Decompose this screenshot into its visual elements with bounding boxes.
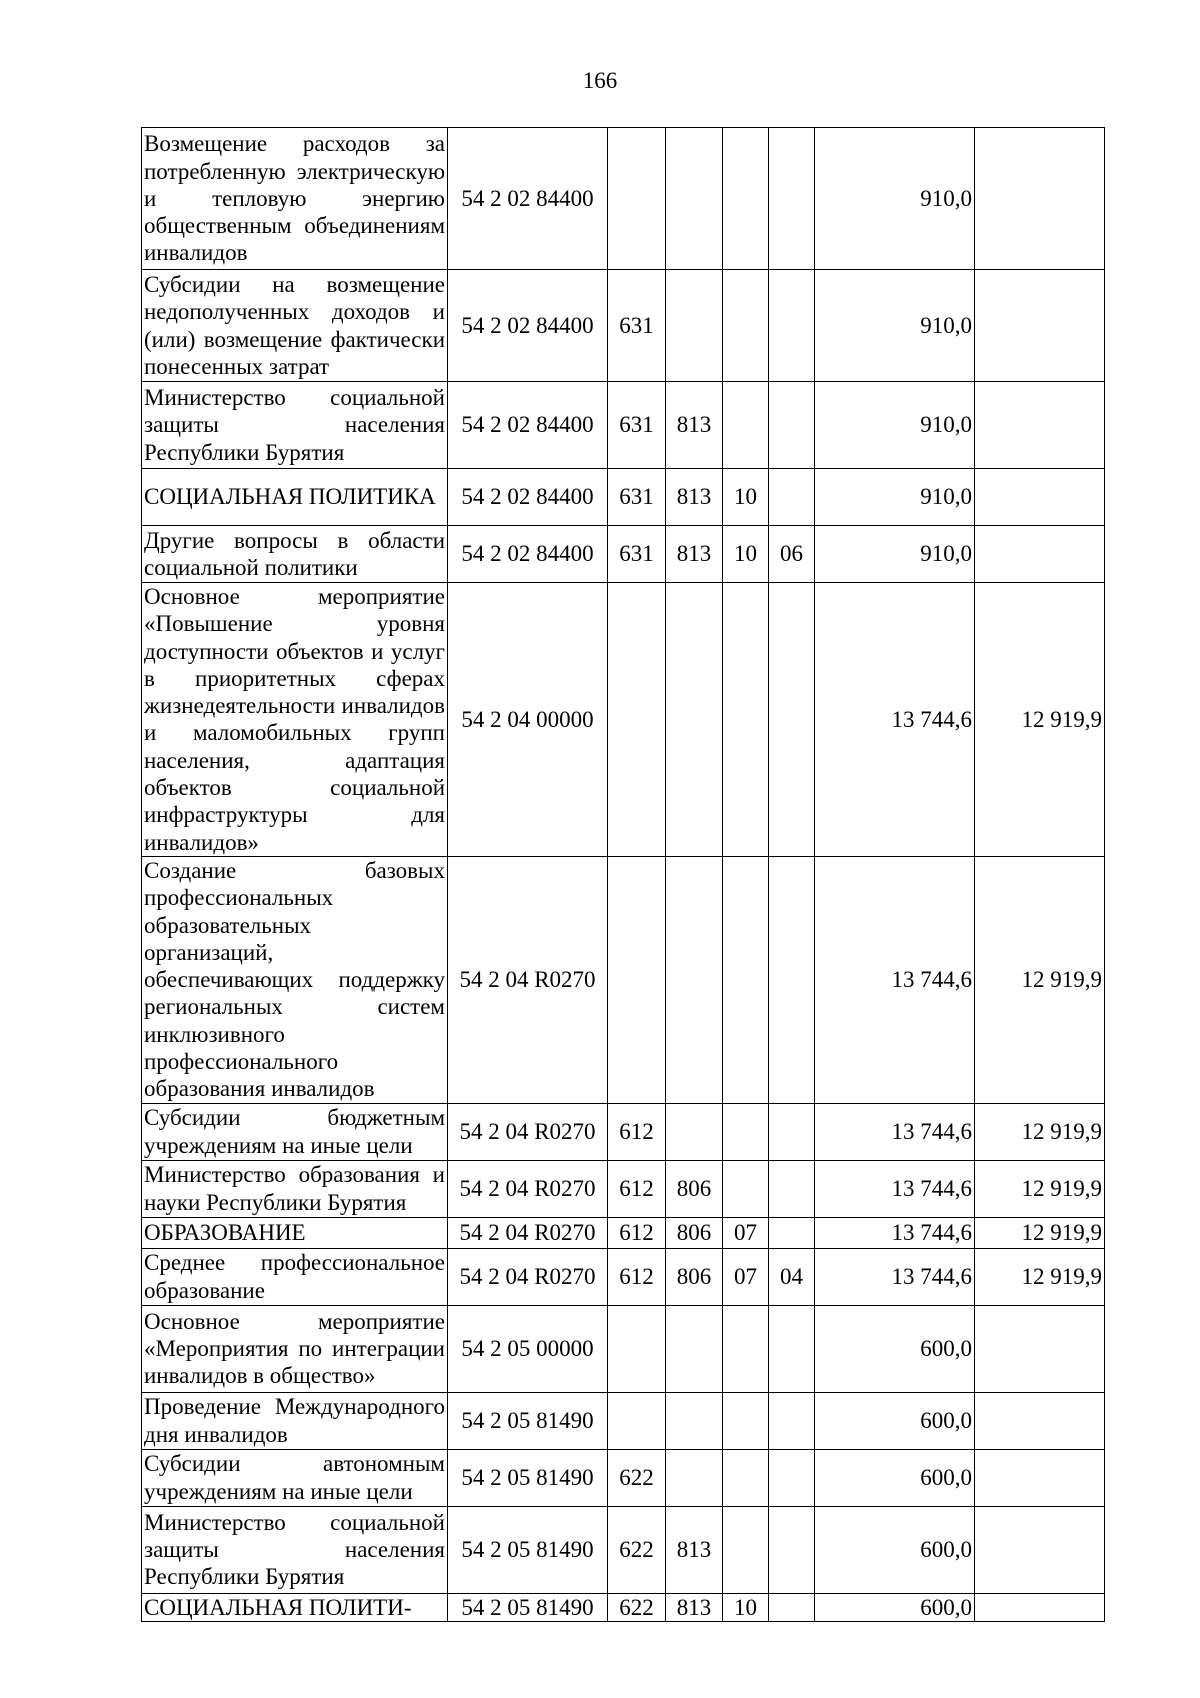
ministry-code-cell (666, 583, 723, 857)
amount-year-1-cell: 910,0 (815, 128, 975, 270)
table-row (142, 382, 1105, 469)
subsection-cell (769, 1160, 815, 1217)
amount-year-2-cell (975, 128, 1105, 270)
subsection-cell (769, 382, 815, 469)
ministry-code-cell: 806 (666, 1248, 723, 1305)
amount-year-2-cell: 12 919,9 (975, 583, 1105, 857)
row-name-cell: Министерство социальной защиты населения Республики Бурятия (142, 1506, 448, 1593)
amount-year-1-cell: 13 744,6 (815, 856, 975, 1103)
amount-year-1-cell: 600,0 (815, 1449, 975, 1506)
subsection-cell: 04 (769, 1248, 815, 1305)
amount-year-1-cell: 13 744,6 (815, 1217, 975, 1248)
amount-year-2-cell: 12 919,9 (975, 1103, 1105, 1160)
section-cell: 07 (723, 1217, 769, 1248)
row-name-cell: Министерство образования и науки Республики Бурятия (142, 1160, 448, 1217)
row-name-cell: Проведение Международного дня инвалидов (142, 1392, 448, 1449)
table-row (142, 1103, 1105, 1160)
row-name-cell: ОБРАЗОВАНИЕ (142, 1217, 448, 1248)
section-cell (723, 1506, 769, 1593)
table-row (142, 1449, 1105, 1506)
target-code-cell: 54 2 02 84400 (448, 270, 608, 382)
subsection-cell (769, 1449, 815, 1506)
section-cell (723, 1160, 769, 1217)
ministry-code-cell (666, 1392, 723, 1449)
amount-year-1-cell: 13 744,6 (815, 1248, 975, 1305)
amount-year-2-cell: 12 919,9 (975, 1160, 1105, 1217)
table-row (142, 1392, 1105, 1449)
amount-year-2-cell: 12 919,9 (975, 856, 1105, 1103)
section-cell: 10 (723, 1593, 769, 1621)
subsection-cell (769, 583, 815, 857)
amount-year-2-cell (975, 469, 1105, 526)
amount-year-2-cell (975, 526, 1105, 583)
amount-year-2-cell (975, 1392, 1105, 1449)
ministry-code-cell: 806 (666, 1217, 723, 1248)
subsection-cell (769, 1103, 815, 1160)
amount-year-2-cell: 12 919,9 (975, 1217, 1105, 1248)
row-name-cell: Создание базовых профессиональных образовательных организаций, обеспечивающих поддержку региональных систем инклюзивного профессионального образования инвалидов (142, 856, 448, 1103)
expense-type-cell (608, 583, 666, 857)
expense-type-cell (608, 1305, 666, 1392)
ministry-code-cell: 806 (666, 1160, 723, 1217)
target-code-cell: 54 2 02 84400 (448, 382, 608, 469)
section-cell (723, 382, 769, 469)
section-cell (723, 856, 769, 1103)
expense-type-cell: 622 (608, 1506, 666, 1593)
amount-year-1-cell: 910,0 (815, 270, 975, 382)
row-name-cell: Основное мероприятие «Повышение уровня доступности объектов и услуг в приоритетных сферах жизнедеятельности инвалидов и маломобильных групп населения, адаптация объектов социальной инфраструктуры для инвалидов» (142, 583, 448, 857)
table-row (142, 526, 1105, 583)
section-cell: 07 (723, 1248, 769, 1305)
target-code-cell: 54 2 04 00000 (448, 583, 608, 857)
amount-year-2-cell (975, 270, 1105, 382)
expense-type-cell: 612 (608, 1217, 666, 1248)
amount-year-1-cell: 910,0 (815, 526, 975, 583)
target-code-cell: 54 2 04 R0270 (448, 856, 608, 1103)
ministry-code-cell: 813 (666, 1593, 723, 1621)
section-cell (723, 1392, 769, 1449)
amount-year-2-cell (975, 1449, 1105, 1506)
ministry-code-cell: 813 (666, 469, 723, 526)
ministry-code-cell: 813 (666, 382, 723, 469)
expense-type-cell: 622 (608, 1593, 666, 1621)
expense-type-cell (608, 856, 666, 1103)
amount-year-1-cell: 600,0 (815, 1593, 975, 1621)
amount-year-1-cell: 600,0 (815, 1392, 975, 1449)
row-name-cell: Субсидии бюджетным учреждениям на иные цели (142, 1103, 448, 1160)
target-code-cell: 54 2 05 81490 (448, 1392, 608, 1449)
table-row (142, 469, 1105, 526)
amount-year-1-cell: 13 744,6 (815, 1103, 975, 1160)
row-name-cell: Основное мероприятие «Мероприятия по интеграции инвалидов в общество» (142, 1305, 448, 1392)
table-row (142, 270, 1105, 382)
amount-year-1-cell: 600,0 (815, 1506, 975, 1593)
subsection-cell (769, 1217, 815, 1248)
row-name-cell: Субсидии автономным учреждениям на иные цели (142, 1449, 448, 1506)
row-name-cell: Субсидии на возмещение недополученных доходов и (или) возмещение фактически понесенных затрат (142, 270, 448, 382)
table-row (142, 1305, 1105, 1392)
expense-type-cell (608, 1392, 666, 1449)
table-row (142, 1217, 1105, 1248)
expense-type-cell: 612 (608, 1160, 666, 1217)
amount-year-1-cell: 13 744,6 (815, 583, 975, 857)
row-name-cell: Среднее профессиональное образование (142, 1248, 448, 1305)
target-code-cell: 54 2 05 81490 (448, 1506, 608, 1593)
row-name-cell: Возмещение расходов за потребленную электрическую и тепловую энергию общественным объединениям инвалидов (142, 128, 448, 270)
expense-type-cell: 631 (608, 382, 666, 469)
target-code-cell: 54 2 04 R0270 (448, 1248, 608, 1305)
row-name-cell: СОЦИАЛЬНАЯ ПОЛИТИ- (142, 1593, 448, 1621)
section-cell (723, 1103, 769, 1160)
amount-year-2-cell (975, 1506, 1105, 1593)
ministry-code-cell (666, 856, 723, 1103)
target-code-cell: 54 2 05 81490 (448, 1593, 608, 1621)
target-code-cell: 54 2 04 R0270 (448, 1103, 608, 1160)
amount-year-1-cell: 910,0 (815, 382, 975, 469)
ministry-code-cell (666, 1449, 723, 1506)
section-cell (723, 128, 769, 270)
subsection-cell (769, 128, 815, 270)
expense-type-cell: 612 (608, 1248, 666, 1305)
section-cell (723, 1305, 769, 1392)
row-name-cell: СОЦИАЛЬНАЯ ПОЛИТИКА (142, 469, 448, 526)
expense-type-cell: 631 (608, 526, 666, 583)
page-number: 166 (582, 68, 618, 93)
section-cell (723, 583, 769, 857)
ministry-code-cell: 813 (666, 1506, 723, 1593)
ministry-code-cell (666, 1305, 723, 1392)
expense-type-cell: 631 (608, 469, 666, 526)
table-row (142, 1593, 1105, 1621)
ministry-code-cell: 813 (666, 526, 723, 583)
table-row (142, 1506, 1105, 1593)
amount-year-1-cell: 910,0 (815, 469, 975, 526)
amount-year-1-cell: 13 744,6 (815, 1160, 975, 1217)
subsection-cell (769, 270, 815, 382)
target-code-cell: 54 2 05 00000 (448, 1305, 608, 1392)
target-code-cell: 54 2 02 84400 (448, 469, 608, 526)
target-code-cell: 54 2 04 R0270 (448, 1160, 608, 1217)
amount-year-2-cell (975, 1593, 1105, 1621)
ministry-code-cell (666, 128, 723, 270)
amount-year-2-cell (975, 1305, 1105, 1392)
subsection-cell (769, 1392, 815, 1449)
row-name-cell: Другие вопросы в области социальной политики (142, 526, 448, 583)
table-row (142, 1160, 1105, 1217)
target-code-cell: 54 2 02 84400 (448, 526, 608, 583)
subsection-cell: 06 (769, 526, 815, 583)
section-cell (723, 1449, 769, 1506)
table-row (142, 856, 1105, 1103)
target-code-cell: 54 2 04 R0270 (448, 1217, 608, 1248)
subsection-cell (769, 1593, 815, 1621)
budget-table (141, 127, 1105, 1622)
expense-type-cell (608, 128, 666, 270)
ministry-code-cell (666, 1103, 723, 1160)
amount-year-2-cell: 12 919,9 (975, 1248, 1105, 1305)
table-row (142, 128, 1105, 270)
amount-year-1-cell: 600,0 (815, 1305, 975, 1392)
subsection-cell (769, 856, 815, 1103)
expense-type-cell: 612 (608, 1103, 666, 1160)
subsection-cell (769, 1305, 815, 1392)
target-code-cell: 54 2 02 84400 (448, 128, 608, 270)
target-code-cell: 54 2 05 81490 (448, 1449, 608, 1506)
table-row (142, 1248, 1105, 1305)
row-name-cell: Министерство социальной защиты населения Республики Бурятия (142, 382, 448, 469)
table-row (142, 583, 1105, 857)
section-cell: 10 (723, 469, 769, 526)
section-cell: 10 (723, 526, 769, 583)
ministry-code-cell (666, 270, 723, 382)
expense-type-cell: 622 (608, 1449, 666, 1506)
subsection-cell (769, 469, 815, 526)
expense-type-cell: 631 (608, 270, 666, 382)
subsection-cell (769, 1506, 815, 1593)
amount-year-2-cell (975, 382, 1105, 469)
section-cell (723, 270, 769, 382)
